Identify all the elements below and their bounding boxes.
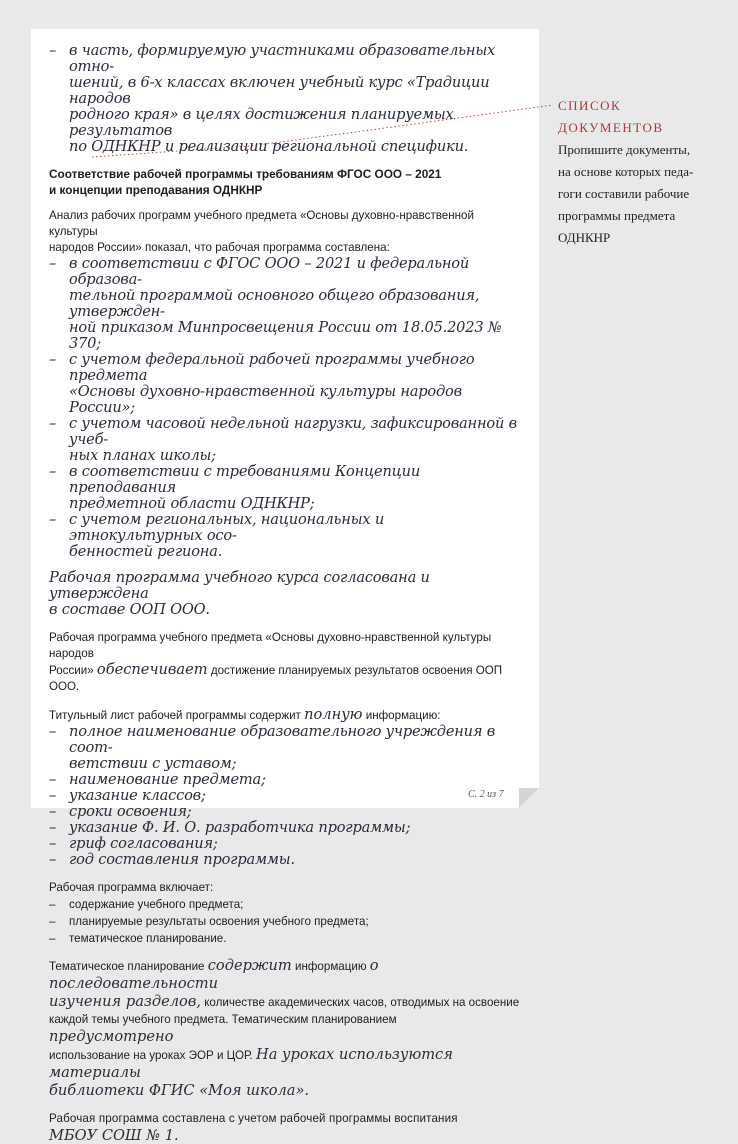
text-span: Тематическое планирование [49,960,205,973]
list-dash: – [49,771,57,788]
handwritten-span: изучения разделов, [49,993,201,1010]
list-item [49,788,521,804]
heading-line: Соответствие рабочей программы требованиям ФГОС ООО – 2021 [49,167,442,181]
list-dash: – [49,915,56,928]
text-span: каждой темы учебного предмета. Тематическим планированием [49,1013,397,1026]
document-content [49,43,521,1144]
subject-paragraph [49,630,521,695]
handwritten-line: библиотеки ФГИС «Моя школа». [49,1082,310,1099]
section-heading [49,166,521,198]
text-line: планируемые результаты освоения учебного предмета; [69,915,369,928]
text-line: Рабочая программа составлена с учетом рабочей программы воспитания [49,1112,458,1125]
list-item [49,836,521,852]
list-item [49,852,521,868]
text-span: Титульный лист рабочей программы содержит [49,709,301,722]
list-item [49,772,521,788]
text-line: тематическое планирование. [69,932,227,945]
sidebar-title: ДОКУМЕНТОВ [558,120,664,135]
list-item [49,820,521,836]
handwritten-span: содержит [207,957,292,974]
text-line: ной приказом Минпросвещения России от 18.05.2023 № 370; [69,319,502,352]
list-dash: – [49,415,57,432]
list-item [49,352,521,416]
sidebar-note [558,95,728,249]
text-line: по ОДНКНР и реализации региональной специфики. [69,138,469,155]
text-span: информацию: [365,709,441,722]
text-line [49,1046,521,1082]
list-dash: – [49,835,57,852]
text-line: Пропишите документы, [558,142,691,157]
final-paragraph [49,1111,521,1144]
text-line: в часть, формируемую участниками образовательных отно- [69,42,496,75]
text-line: с учетом федеральной рабочей программы учебного предмета [69,351,475,384]
title-sheet-list [49,724,521,868]
text-line: родного края» в целях достижения планируемых результатов [69,106,454,139]
text-line: указание классов; [69,787,206,804]
text-line: бенностей региона. [69,543,223,560]
list-dash: – [49,255,57,272]
text-line: шений, в 6-х классах включен учебный курс «Традиции народов [69,74,490,107]
text-line: ветствии с уставом; [69,755,237,772]
text-line: наименование предмета; [69,771,266,788]
handwritten-line: МБОУ СОШ № 1. [49,1127,179,1144]
text-line: Рабочая программа учебного курса согласована и утверждена [49,569,430,602]
list-dash: – [49,511,57,528]
text-line: ных планах школы; [69,447,216,464]
text-line: «Основы духовно-нравственной культуры народов России»; [69,383,462,416]
text-line: с учетом часовой недельной нагрузки, зафиксированной в учеб- [69,415,517,448]
text-line: содержание учебного предмета; [69,898,244,911]
handwritten-span: предусмотрено [49,1028,174,1045]
list-dash: – [49,351,57,368]
list-dash: – [49,463,57,480]
list-dash: – [49,787,57,804]
analysis-list [49,256,521,560]
text-line: в соответствии с ФГОС ООО – 2021 и федеральной образова- [69,255,470,288]
list-item [49,896,521,913]
text-span: количестве академических часов, отводимых на освоение [204,996,520,1009]
text-span: России» [49,664,94,677]
list-item [49,512,521,560]
list-dash: – [49,851,57,868]
handwritten-span: обеспечивает [96,661,208,678]
handwritten-span: На уроках используются материалы [49,1046,453,1081]
list-dash: – [49,898,56,911]
text-line: сроки освоения; [69,803,192,820]
title-sheet-intro [49,707,521,724]
page-number: С. 2 из 7 [468,789,504,800]
list-item [49,913,521,930]
includes-list [49,896,521,947]
text-line: гриф согласования; [69,835,218,852]
handwritten-span: о последовательности [49,957,379,992]
text-span: использование на уроках ЭОР и ЦОР. [49,1049,253,1062]
sidebar-text [558,139,728,249]
sidebar-title: СПИСОК [558,98,622,113]
text-line: ОДНКНР [558,230,611,245]
list-item [49,804,521,820]
text-line: год составления программы. [69,851,295,868]
text-line: гоги составили рабочие [558,186,690,201]
intro-list-item [49,43,521,155]
heading-line: и концепции преподавания ОДНКНР [49,183,263,197]
text-line: на основе которых педа- [558,164,694,179]
list-item [49,724,521,772]
text-line: с учетом региональных, национальных и этнокультурных осо- [69,511,385,544]
list-dash: – [49,723,57,740]
text-line: Анализ рабочих программ учебного предмета «Основы духовно-нравственной культуры [49,209,474,238]
text-line [49,957,521,993]
approved-paragraph [49,570,521,618]
text-line: предметной области ОДНКНР; [69,495,315,512]
list-dash: – [49,819,57,836]
list-dash: – [49,803,57,820]
list-dash: – [49,932,56,945]
list-item [49,256,521,352]
text-line: в составе ООП ООО. [49,601,210,618]
text-line: программы предмета [558,208,676,223]
handwritten-span: полную [304,706,363,723]
text-line [49,662,521,695]
list-item [49,416,521,464]
text-line: тельной программой основного общего образования, утвержден- [69,287,480,320]
list-item [49,930,521,947]
text-span: достижение планируемых результатов освоения ООП ООО. [49,664,503,693]
text-line: народов России» показал, что рабочая программа составлена: [49,241,390,254]
text-line: Рабочая программа учебного предмета «Основы духовно-нравственной культуры народов [49,631,492,660]
text-line [49,1011,521,1046]
thematic-paragraph [49,957,521,1099]
text-line: полное наименование образовательного учреждения в соот- [69,723,496,756]
text-span: информацию [295,960,367,973]
includes-intro: Рабочая программа включает: [49,881,214,894]
text-line: в соответствии с требованиями Концепции преподавания [69,463,421,496]
text-line: указание Ф. И. О. разработчика программы; [69,819,411,836]
analysis-paragraph [49,208,521,256]
list-item [49,464,521,512]
list-dash: – [49,42,57,59]
text-line [49,993,521,1011]
